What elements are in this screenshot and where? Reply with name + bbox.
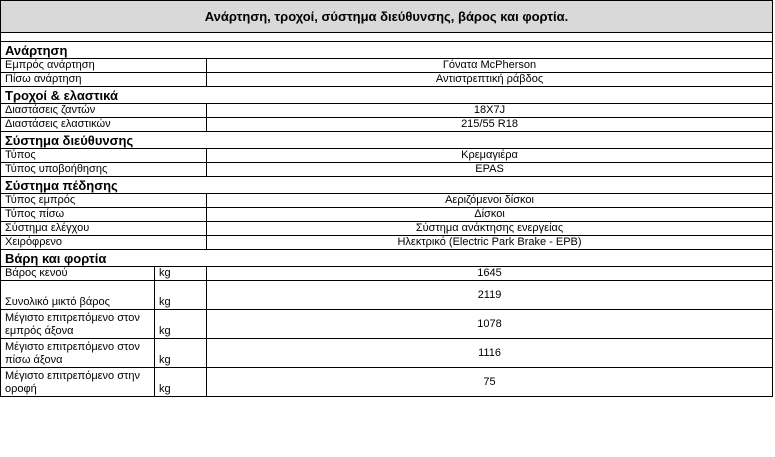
- table-row: [1, 194, 773, 208]
- table-row: [1, 208, 773, 222]
- row-label: Διαστάσεις ζαντών: [1, 104, 207, 118]
- row-unit: kg: [155, 368, 207, 397]
- row-value: Γόνατα McPherson: [207, 59, 773, 73]
- table-row: [1, 59, 773, 73]
- spacer-row: [1, 33, 773, 42]
- row-value: 1078: [207, 310, 773, 339]
- section-heading-weights: Βάρη και φορτία: [1, 250, 773, 267]
- section-heading-steering: Σύστημα διεύθυνσης: [1, 132, 773, 149]
- section-heading-row: [1, 42, 773, 59]
- section-heading-braking: Σύστημα πέδησης: [1, 177, 773, 194]
- section-heading-suspension: Ανάρτηση: [1, 42, 773, 59]
- section-heading-row: [1, 87, 773, 104]
- row-value: 215/55 R18: [207, 118, 773, 132]
- row-value: 2119: [207, 281, 773, 310]
- row-label: Βάρος κενού: [1, 267, 155, 281]
- table-row: [1, 104, 773, 118]
- row-label: Πίσω ανάρτηση: [1, 73, 207, 87]
- row-value: Σύστημα ανάκτησης ενεργείας: [207, 222, 773, 236]
- table-row: [1, 281, 773, 310]
- row-label: Τύπος: [1, 149, 207, 163]
- row-value: 1645: [207, 267, 773, 281]
- table-row: [1, 267, 773, 281]
- table-row: [1, 236, 773, 250]
- table-row: [1, 163, 773, 177]
- row-value: Κρεμαγιέρα: [207, 149, 773, 163]
- row-label: Μέγιστο επιτρεπόμενο στην οροφή: [1, 368, 155, 397]
- row-unit: kg: [155, 267, 207, 281]
- section-heading-wheels: Τροχοί & ελαστικά: [1, 87, 773, 104]
- row-label: Συνολικό μικτό βάρος: [1, 281, 155, 310]
- section-heading-row: [1, 177, 773, 194]
- section-heading-row: [1, 250, 773, 267]
- row-label: Εμπρός ανάρτηση: [1, 59, 207, 73]
- row-value: Αντιστρεπτική ράβδος: [207, 73, 773, 87]
- row-label: Διαστάσεις ελαστικών: [1, 118, 207, 132]
- section-heading-row: [1, 132, 773, 149]
- table-row: [1, 368, 773, 397]
- row-label: Τύπος πίσω: [1, 208, 207, 222]
- row-label: Τύπος εμπρός: [1, 194, 207, 208]
- row-unit: kg: [155, 310, 207, 339]
- row-label: Χειρόφρενο: [1, 236, 207, 250]
- row-label: Μέγιστο επιτρεπόμενο στον εμπρός άξονα: [1, 310, 155, 339]
- row-label: Μέγιστο επιτρεπόμενο στον πίσω άξονα: [1, 339, 155, 368]
- table-row: [1, 222, 773, 236]
- table-title-row: [1, 1, 773, 33]
- table-row: [1, 118, 773, 132]
- table-row: [1, 73, 773, 87]
- row-value: Ηλεκτρικό (Electric Park Brake - EPB): [207, 236, 773, 250]
- row-value: EPAS: [207, 163, 773, 177]
- table-row: [1, 339, 773, 368]
- row-label: Σύστημα ελέγχου: [1, 222, 207, 236]
- row-label: Τύπος υποβοήθησης: [1, 163, 207, 177]
- row-value: 18X7J: [207, 104, 773, 118]
- row-value: 1116: [207, 339, 773, 368]
- row-unit: kg: [155, 339, 207, 368]
- row-unit: kg: [155, 281, 207, 310]
- spacer-cell: [1, 33, 773, 42]
- table-row: [1, 310, 773, 339]
- row-value: Δίσκοι: [207, 208, 773, 222]
- row-value: 75: [207, 368, 773, 397]
- table-title: Ανάρτηση, τροχοί, σύστημα διεύθυνσης, βάρος και φορτία.: [1, 1, 773, 33]
- table-row: [1, 149, 773, 163]
- row-value: Αεριζόμενοι δίσκοι: [207, 194, 773, 208]
